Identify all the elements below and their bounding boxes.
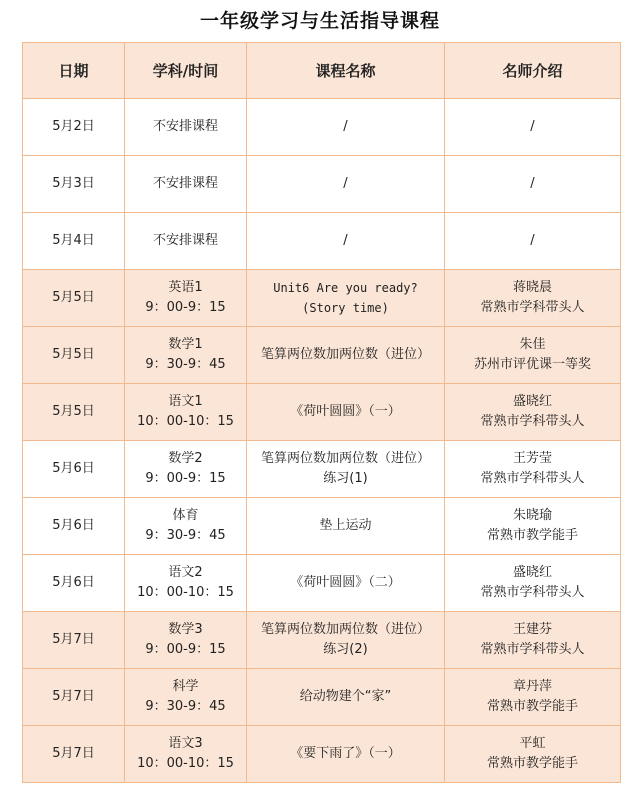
subject-label: 语文2 [168,565,203,580]
date-cell: 5月7日 [23,612,125,669]
table-row [23,669,621,726]
table-row [23,441,621,498]
course-cell [247,213,445,270]
course-cell [247,441,445,498]
subject-label: 英语1 [168,280,203,295]
page-title: 一年级学习与生活指导课程 [199,10,440,32]
header-date: 日期 [23,43,125,99]
teacher-cell [445,726,621,783]
subject-time-cell [125,384,247,441]
course-name-line: 笔算两位数加两位数（进位） [260,622,430,637]
course-cell [247,498,445,555]
teacher-name: 朱佳 [519,337,546,352]
schedule-table [22,42,621,783]
date-cell: 5月5日 [23,327,125,384]
course-name-line: 垫上运动 [319,518,372,533]
course-name-line: 练习(2) [323,642,368,657]
subject-label: 科学 [172,679,199,694]
time-label: 9：30-9：45 [145,357,226,372]
teacher-cell [445,327,621,384]
subject-label: 语文1 [168,394,203,409]
teacher-name: 章丹萍 [512,679,552,694]
subject-label: 体育 [172,508,199,523]
course-name-line: 《荷叶圆圆》（一） [290,404,401,419]
header-row [23,43,621,99]
teacher-name: 朱晓瑜 [512,508,552,523]
course-cell [247,384,445,441]
course-name-line: / [343,119,348,134]
subject-time-cell [125,726,247,783]
subject-time-cell [125,327,247,384]
course-cell [247,270,445,327]
date-cell: 5月6日 [23,555,125,612]
teacher-name: 王芳莹 [512,451,552,466]
date-cell: 5月3日 [23,156,125,213]
teacher-title: 常熟市学科带头人 [480,300,585,315]
teacher-name: / [530,119,535,134]
teacher-title: 常熟市学科带头人 [480,414,585,429]
course-name-line: Unit6 Are you ready? [273,281,418,295]
course-name-line: / [343,176,348,191]
teacher-cell [445,213,621,270]
teacher-cell [445,156,621,213]
date-cell: 5月7日 [23,726,125,783]
course-cell [247,156,445,213]
subject-time-cell [125,270,247,327]
teacher-name: 盛晓红 [512,565,552,580]
teacher-title: 常熟市学科带头人 [480,585,585,600]
subject-label: 语文3 [168,736,203,751]
teacher-title: 常熟市教学能手 [486,756,578,771]
teacher-cell [445,555,621,612]
teacher-cell [445,441,621,498]
course-name-line: 练习(1) [323,471,368,486]
subject-label: 数学3 [168,622,203,637]
teacher-name: / [530,233,535,248]
subject-label: 不安排课程 [152,119,218,134]
course-name-line: 给动物建个“家” [299,689,392,704]
header-teacher-intro: 名师介绍 [445,43,621,99]
teacher-title: 常熟市学科带头人 [480,642,585,657]
subject-time-cell [125,213,247,270]
teacher-cell [445,669,621,726]
teacher-name: 盛晓红 [512,394,552,409]
course-cell [247,327,445,384]
subject-time-cell [125,99,247,156]
subject-label: 不安排课程 [152,176,218,191]
time-label: 9：30-9：45 [145,699,226,714]
teacher-cell [445,99,621,156]
subject-label: 数学2 [168,451,203,466]
time-label: 9：30-9：45 [145,528,226,543]
course-cell [247,669,445,726]
teacher-name: / [530,176,535,191]
schedule-body [23,99,621,783]
course-cell [247,726,445,783]
teacher-title: 常熟市学科带头人 [480,471,585,486]
time-label: 10：00-10：15 [137,585,234,600]
teacher-name: 王建芬 [512,622,552,637]
date-cell: 5月6日 [23,498,125,555]
teacher-title: 常熟市教学能手 [486,528,578,543]
subject-time-cell [125,498,247,555]
course-cell [247,612,445,669]
time-label: 10：00-10：15 [137,414,234,429]
subject-label: 不安排课程 [152,233,218,248]
date-cell: 5月7日 [23,669,125,726]
time-label: 9：00-9：15 [145,642,226,657]
course-cell [247,555,445,612]
subject-label: 数学1 [168,337,203,352]
time-label: 10：00-10：15 [137,756,234,771]
teacher-title: 常熟市教学能手 [486,699,578,714]
date-cell: 5月5日 [23,270,125,327]
table-row [23,555,621,612]
header-course-name: 课程名称 [247,43,445,99]
table-row [23,612,621,669]
teacher-cell [445,384,621,441]
date-cell: 5月4日 [23,213,125,270]
teacher-name: 平虹 [519,736,546,751]
time-label: 9：00-9：15 [145,471,226,486]
course-cell [247,99,445,156]
course-name-line: (Story time) [302,301,389,315]
time-label: 9：00-9：15 [145,300,226,315]
subject-time-cell [125,441,247,498]
subject-time-cell [125,669,247,726]
course-name-line: / [343,233,348,248]
course-name-line: 笔算两位数加两位数（进位） [260,451,430,466]
subject-time-cell [125,156,247,213]
course-name-line: 笔算两位数加两位数（进位） [260,347,430,362]
date-cell: 5月2日 [23,99,125,156]
header-subject-time: 学科/时间 [125,43,247,99]
teacher-cell [445,270,621,327]
subject-time-cell [125,555,247,612]
table-row [23,213,621,270]
teacher-title: 苏州市评优课一等奖 [473,357,591,372]
table-row [23,726,621,783]
table-row [23,384,621,441]
course-name-line: 《要下雨了》（一） [290,746,401,761]
table-row [23,327,621,384]
course-name-line: 《荷叶圆圆》（二） [290,575,401,590]
table-row [23,270,621,327]
teacher-name: 蒋晓晨 [512,280,552,295]
teacher-cell [445,612,621,669]
date-cell: 5月6日 [23,441,125,498]
subject-time-cell [125,612,247,669]
table-row [23,156,621,213]
date-cell: 5月5日 [23,384,125,441]
teacher-cell [445,498,621,555]
table-row [23,498,621,555]
table-row [23,99,621,156]
